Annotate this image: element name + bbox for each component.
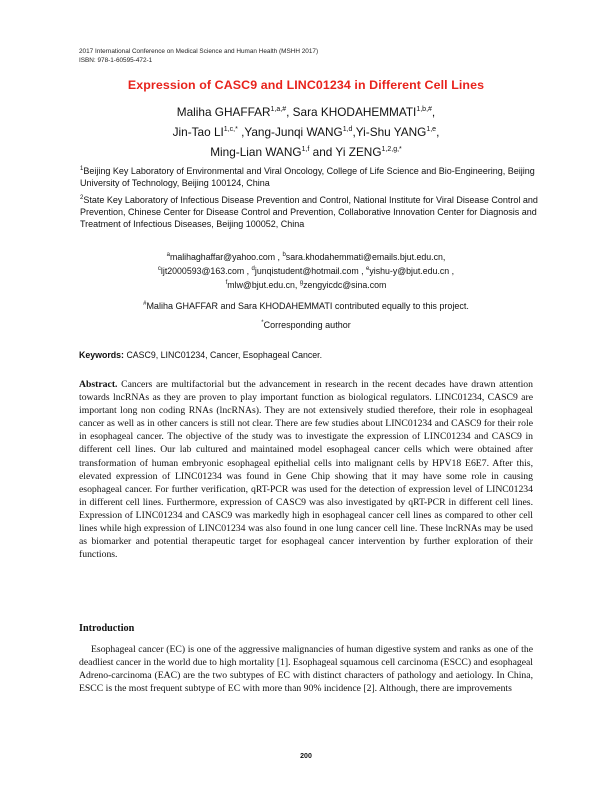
affiliation-text: State Key Laboratory of Infectious Disease Prevention and Control, National Institute for Viral Disease Control and Prevention, Chinese Center for Disease Control and Prevention, Collaborative Innovation Center for Diagnosis and Treatment of Infectious Diseases, Beijing 100052, China bbox=[80, 195, 538, 229]
section-heading-introduction: Introduction bbox=[79, 623, 135, 634]
email-link[interactable]: malihaghaffar@yahoo.com bbox=[170, 252, 276, 262]
isbn-line: ISBN: 978-1-60595-472-1 bbox=[79, 57, 153, 64]
email-sup: b bbox=[282, 252, 286, 258]
author-name: Yi ZENG bbox=[335, 145, 382, 159]
email-sup: e bbox=[366, 266, 370, 272]
email-sup: g bbox=[299, 280, 304, 286]
affiliation-sup: 2 bbox=[80, 195, 84, 201]
author-name: Yang-Junqi WANG bbox=[244, 125, 343, 139]
paper-title: Expression of CASC9 and LINC01234 in Different Cell Lines bbox=[127, 78, 485, 92]
author-name: Yi-Shu YANG bbox=[355, 125, 427, 139]
page-number: 200 bbox=[300, 753, 312, 760]
note-sup: * bbox=[261, 320, 264, 326]
keywords-text: CASC9, LINC01234, Cancer, Esophageal Cancer. bbox=[126, 350, 323, 360]
email-line-2: $^c$ljt2000593@163.com , $^d$junqistudent@hotmail.com , $^e$yishu-y@bjut.edu.cn , bbox=[157, 266, 455, 276]
equal-contribution-note bbox=[60, 301, 552, 311]
author-sup: 1,f bbox=[301, 146, 310, 153]
abstract-label: Abstract. bbox=[79, 379, 118, 390]
author-sup: 1,2,g,* bbox=[381, 146, 402, 153]
email-link[interactable]: junqistudent@hotmail.com bbox=[254, 266, 359, 276]
author-line-2: Jin-Tao $LI^{1,c,*}$ ,Yang-Junqi WANG$^{1,d}$,Yi-Shu YANG$^{1,e}$, bbox=[172, 125, 440, 139]
email-list bbox=[60, 250, 552, 292]
email-line-1: $^a$malihaghaffar@yahoo.com , $^b$sara.khodahemmati@emails.bjut.edu.cn, bbox=[166, 252, 446, 262]
conference-line: 2017 International Conference on Medical Science and Human Health (MSHH 2017) bbox=[79, 48, 319, 55]
email-link[interactable]: zengyicdc@sina.com bbox=[303, 280, 387, 290]
author-sup: 1,c,* bbox=[223, 126, 238, 133]
author-sup: 1,e bbox=[426, 126, 437, 133]
abstract bbox=[79, 378, 533, 561]
email-link[interactable]: mlw@bjut.edu.cn bbox=[227, 280, 295, 290]
abstract-text: Cancers are multifactorial but the advancement in research in the recent decades have drawn attention towards lncRNAs as they are proven to play important function as biological regulators. LINC01234, CASC9 are important long non coding RNAs (lncRNAs). They are not extensively studied therefore, their role in esophageal cancer as well as in other cancers is still not clear. There are few studies about LINC01234 and CASC9 for their role in esophageal cancer. The objective of the study was to investigate the expression of LINC01234 and CASC9 in different cell lines. Our lab cultured and maintained model esophageal cancer cells which were obtained after transformation of human embryonic esophageal epithelial cells into malignant cells by HPV18 E6E7. After this, elevated expression of LINC01234 was found in Gene Chip showing that it may have some role in causing esophageal cancer. For further verification, qRT-PCR was used for the detection of expression level of LINC01234 in different cell lines. Furthermore, expression of CASC9 was also investigated by qRT-PCR in different cell lines. Expression of LINC01234 and CASC9 was markedly high in esophageal cancer cell lines as compared to other cell lines while high expression of LINC01234 was also found in one lung cancer cell line. These lncRNAs may be used as biomarker and potential therapeutic target for esophageal cancer intervention by further exploration of their functions. bbox=[79, 379, 533, 561]
author-list bbox=[60, 102, 552, 162]
author-sup: 1,d bbox=[342, 126, 353, 133]
author-sup: 1,a,# bbox=[270, 106, 287, 113]
corresponding-author-note bbox=[60, 320, 552, 330]
running-header bbox=[79, 47, 318, 65]
affiliation-1 bbox=[80, 165, 540, 189]
author-name: Ming-Lian WANG bbox=[210, 145, 302, 159]
email-line-3: $^f$mlw@bjut.edu.cn, $^g$zengyicdc@sina.com bbox=[225, 280, 387, 290]
note-sup: # bbox=[143, 301, 147, 307]
keywords bbox=[79, 350, 322, 360]
email-sup: f bbox=[225, 280, 228, 286]
email-sup: a bbox=[166, 252, 170, 258]
author-sup: 1,b,# bbox=[416, 106, 432, 113]
email-sup: d bbox=[251, 266, 255, 272]
affiliation-2 bbox=[80, 194, 540, 230]
email-sup: c bbox=[157, 266, 161, 272]
email-link[interactable]: sara.khodahemmati@emails.bjut.edu.cn, bbox=[285, 252, 446, 262]
author-name: Sara KHODAHEMMATI bbox=[292, 105, 417, 119]
email-link[interactable]: yishu-y@bjut.edu.cn bbox=[369, 266, 450, 276]
author-name: Maliha GHAFFAR bbox=[176, 105, 271, 119]
keywords-label: Keywords: bbox=[79, 350, 124, 360]
author-line-3: Ming-Lian WANG$^{1,f}$ and Yi $ZENG^{1,2,g,*}$ bbox=[210, 145, 402, 159]
note-text: Maliha GHAFFAR and Sara KHODAHEMMATI contributed equally to this project. bbox=[146, 301, 469, 311]
introduction-paragraph: Esophageal cancer (EC) is one of the aggressive malignancies of human digestive system and ranks as one of the deadliest cancer in the world due to high mortality [1]. Esophageal squamous cell carcinoma (ESCC) and esophageal Adreno-carcinoma (EAC) are the two subtypes of EC with distinct characters of pathology and aetiology. In China, ESCC is the most frequent subtype of EC with more than 90% incidence [2]. Although, there are improvements bbox=[79, 644, 533, 695]
author-name: Jin-Tao LI bbox=[172, 125, 224, 139]
note-text: Corresponding author bbox=[263, 320, 351, 330]
email-link[interactable]: ljt2000593@163.com bbox=[160, 266, 245, 276]
affiliation-text: Beijing Key Laboratory of Environmental and Viral Oncology, College of Life Science and Bio-Engineering, Beijing University of Technology, Beijing 100124, China bbox=[80, 166, 535, 188]
author-line-1: Maliha $GHAFFAR^{1,a,\#}$, Sara $KHODAHEMMATI^{1,b,\#}$, bbox=[176, 105, 436, 119]
affiliation-sup: 1 bbox=[80, 166, 84, 172]
